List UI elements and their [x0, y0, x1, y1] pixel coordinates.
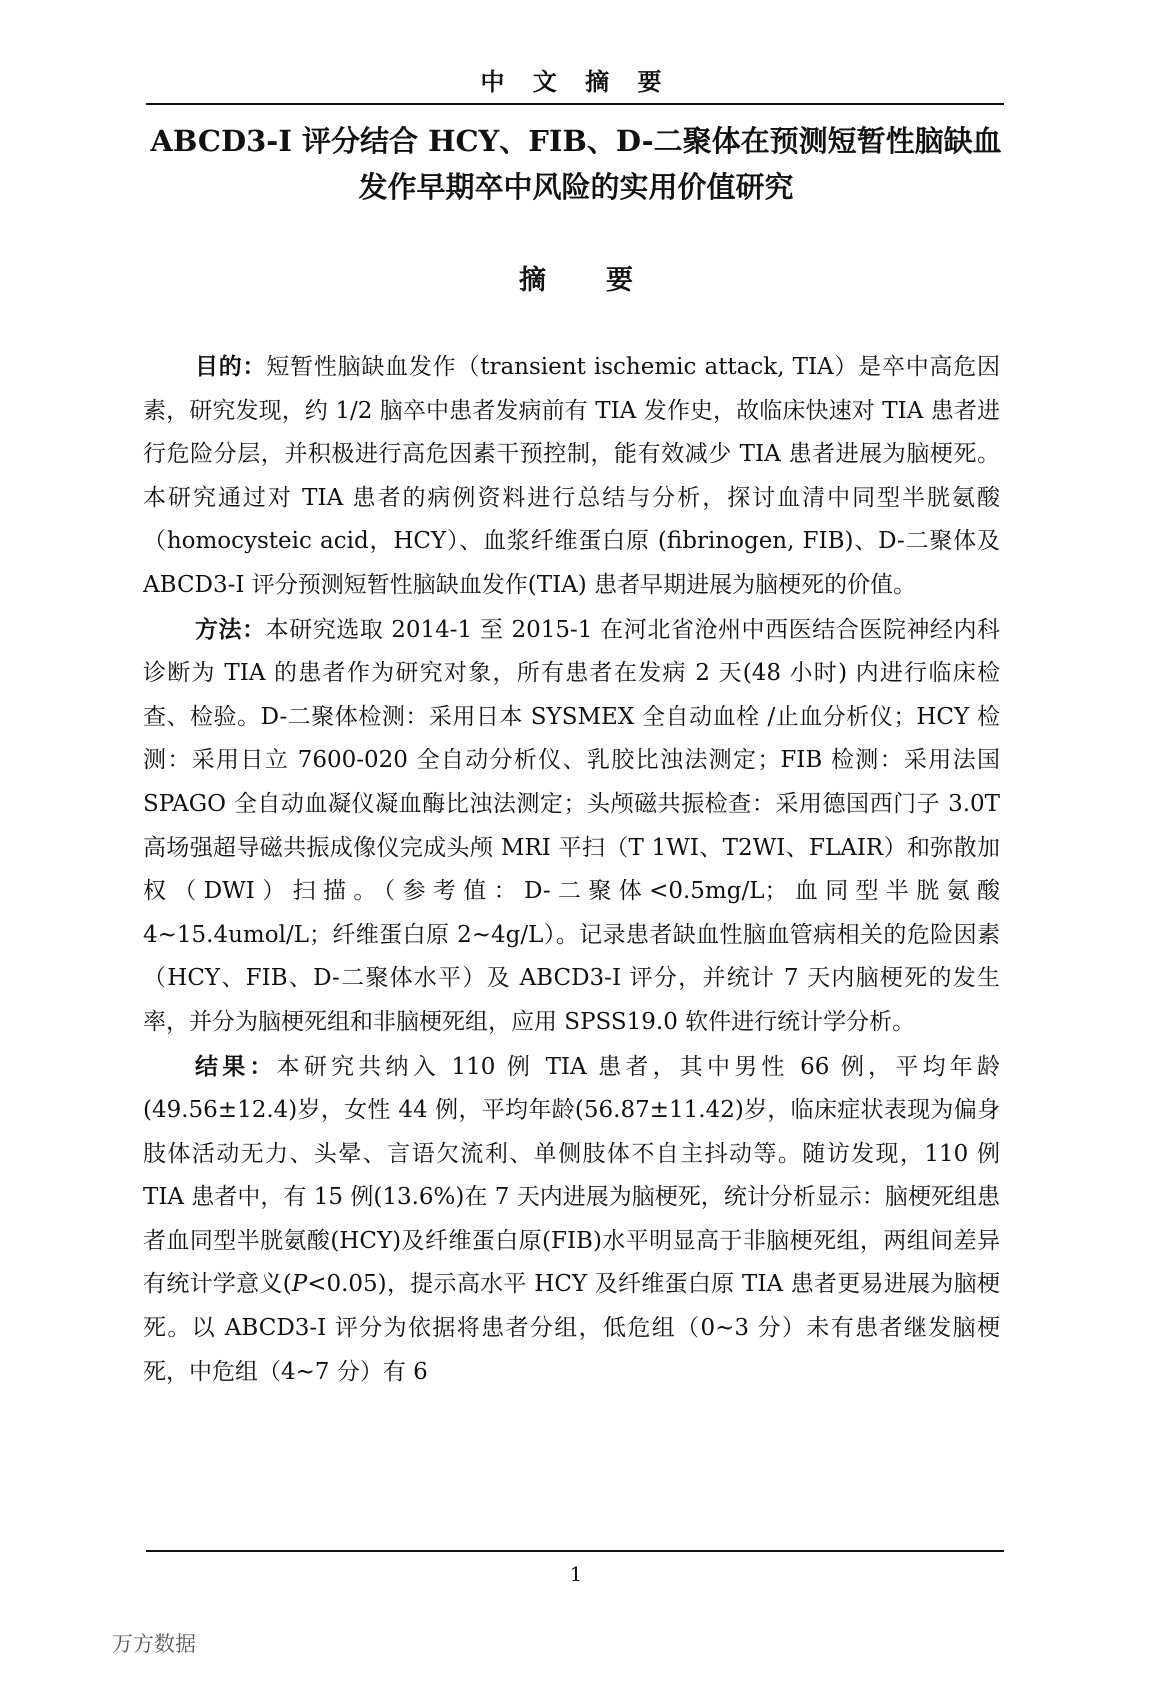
methods-paragraph [143, 608, 1000, 1045]
results-label: 结果： [195, 1052, 277, 1080]
header-divider [146, 103, 1004, 105]
p-value-symbol: P [291, 1271, 308, 1298]
results-text-part-1: 本研究共纳入 110 例 TIA 患者，其中男性 66 例，平均年龄 (49.56±12.4)岁，女性 44 例，平均年龄(56.87±11.42)岁，临床症状表现为偏身肢体活动无力、头晕、言语欠流利、单侧肢体不自主抖动等。随访发现，110 例 TIA 患者中，有 15 例(13.6%)在 7 天内进展为脑梗死，统计分析显示：脑梗死组患者血同型半胱氨酸(HCY)及纤维蛋白原(FIB)水平明显高于非脑梗死组，两组间差异有统计学意义( [143, 1053, 1000, 1298]
objective-label: 目的： [195, 353, 267, 380]
methods-label: 方法： [195, 615, 266, 643]
document-title [120, 118, 1032, 210]
abstract-heading: 摘要 [519, 265, 693, 296]
abstract-body [143, 345, 1000, 1394]
page-number: 1 [569, 1562, 583, 1586]
results-text-part-2: <0.05)，提示高水平 HCY 及纤维蛋白原 TIA 患者更易进展为脑梗死。以 ABCD3-I 评分为依据将患者分组，低危组（0~3 分）未有患者继发脑梗死，中危组（4~7 分）有 6 [143, 1271, 1000, 1385]
objective-text: 短暂性脑缺血发作（transient ischemic attack, TIA）是卒中高危因素，研究发现，约 1/2 脑卒中患者发病前有 TIA 发作史，故临床快速对 TIA 患者进行危险分层，并积极进行高危因素干预控制，能有效减少 TIA 患者进展为脑梗死。本研究通过对 TIA 患者的病例资料进行总结与分析，探讨血清中同型半胱氨酸（homocysteic acid，HCY）、血浆纤维蛋白原 (fibrinogen, FIB)、D-二聚体及 ABCD3-I 评分预测短暂性脑缺血发作(TIA) 患者早期进展为脑梗死的价值。 [143, 354, 1001, 598]
source-watermark: 万方数据 [112, 1632, 196, 1656]
running-header: 中 文 摘 要 [480, 67, 672, 96]
footer-divider [146, 1550, 1004, 1552]
document-title-line-2: 发作早期卒中风险的实用价值研究 [358, 170, 794, 204]
methods-text: 本研究选取 2014-1 至 2015-1 在河北省沧州中西医结合医院神经内科诊断为 TIA 的患者作为研究对象，所有患者在发病 2 天(48 小时) 内进行临床检查、检验。D-二聚体检测：采用日本 SYSMEX 全自动血栓 /止血分析仪；HCY 检测：采用日立 7600-020 全自动分析仪、乳胶比浊法测定；FIB 检测：采用法国 SPAGO 全自动血凝仪凝血酶比浊法测定；头颅磁共振检查：采用德国西门子 3.0T 高场强超导磁共振成像仪完成头颅 MRI 平扫（T 1WI、T2WI、FLAIR）和弥散加权（DWI）扫描。（参考值：D-二聚体<0.5mg/L；血同型半胱氨酸 4~15.4umol/L；纤维蛋白原 2~4g/L）。记录患者缺血性脑血管病相关的危险因素（HCY、FIB、D-二聚体水平）及 ABCD3-I 评分，并统计 7 天内脑梗死的发生率，并分为脑梗死组和非脑梗死组，应用 SPSS19.0 软件进行统计学分析。 [143, 616, 1001, 1035]
results-paragraph [143, 1045, 1000, 1395]
document-title-line-1: ABCD3-I 评分结合 HCY、FIB、D-二聚体在预测短暂性脑缺血 [150, 124, 1002, 158]
objective-paragraph [143, 345, 1000, 608]
